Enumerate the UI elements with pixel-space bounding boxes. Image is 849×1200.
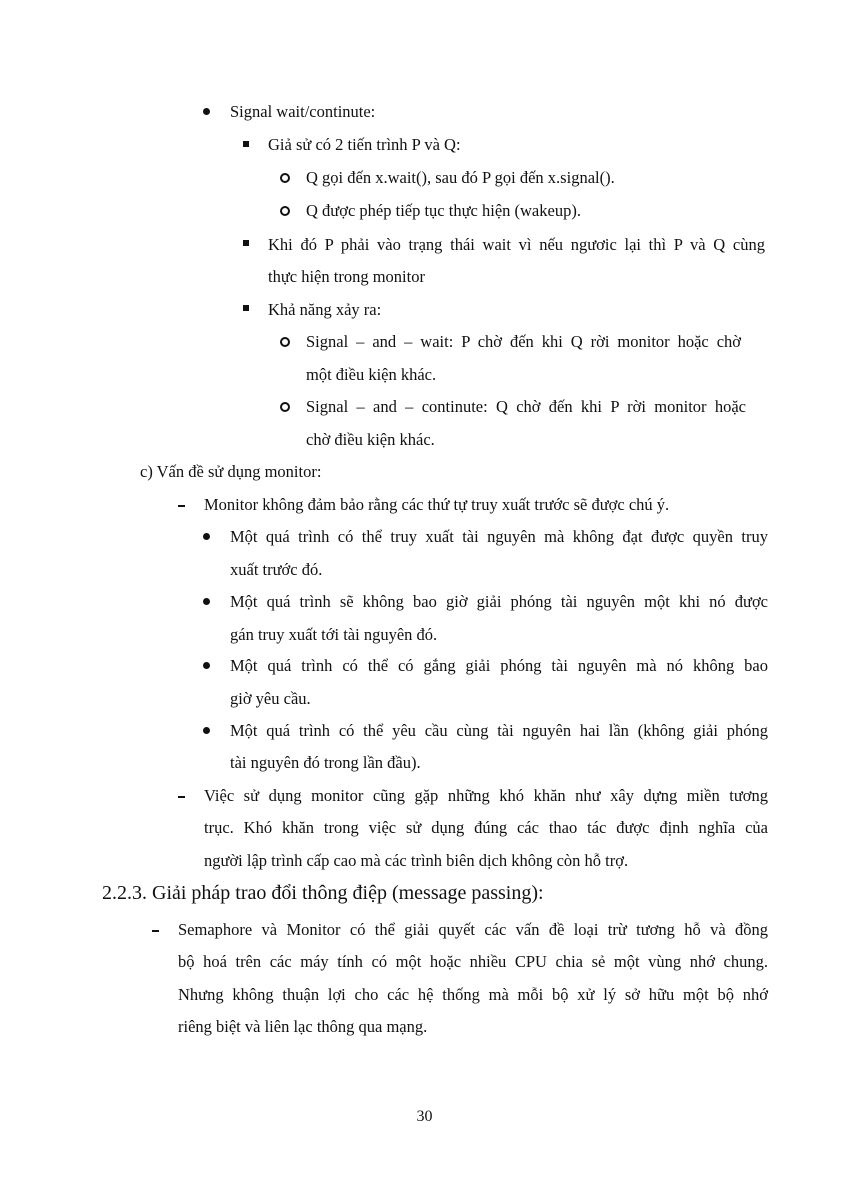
bullet-khong-giai-phong: Một quá trình sẽ không bao giờ giải phóng tài nguyên một khi nó được	[230, 592, 768, 611]
bullet-square-icon	[243, 141, 249, 147]
paragraph-semaphore: Semaphore và Monitor có thể giải quyết các vấn đề loại trừ tương hỗ và đồng	[178, 920, 768, 939]
bullet-signal-and-continute-cont: chờ điều kiện khác.	[306, 430, 435, 449]
bullet-truy-xuat: Một quá trình có thể truy xuất tài nguyên mà không đạt được quyền truy	[230, 527, 768, 546]
dash-marker-icon	[178, 796, 185, 798]
bullet-khong-giai-phong-cont: gán truy xuất tới tài nguyên đó.	[230, 625, 438, 644]
list-item-monitor-khong-dam-bao: Monitor không đảm bảo rằng các thứ tự truy xuất trước sẽ được chú ý.	[204, 495, 670, 514]
bullet-circle-icon	[280, 173, 290, 183]
bullet-dot-icon	[203, 533, 210, 540]
bullet-gia-su: Giả sử có 2 tiến trình P và Q:	[268, 135, 461, 154]
bullet-signal-and-wait: Signal – and – wait: P chờ đến khi Q rời monitor hoặc chờ	[306, 332, 741, 351]
bullet-signal-and-wait-cont: một điều kiện khác.	[306, 365, 437, 384]
paragraph-semaphore-cont2: Nhưng không thuận lợi cho các hệ thống mà mỗi bộ xử lý sở hữu một bộ nhớ	[178, 985, 768, 1004]
bullet-signal-and-continute: Signal – and – continute: Q chờ đến khi P rời monitor hoặc	[306, 397, 746, 416]
bullet-khi-do: Khi đó P phải vào trạng thái wait vì nếu ngươic lại thì P và Q cùng	[268, 235, 765, 254]
bullet-q-goi: Q gọi đến x.wait(), sau đó P gọi đến x.signal().	[306, 168, 615, 187]
bullet-co-gang-cont: giờ yêu cầu.	[230, 689, 311, 708]
bullet-dot-icon	[203, 598, 210, 605]
section-heading-c: c) Vấn đề sử dụng monitor:	[140, 462, 322, 481]
dash-marker-icon	[152, 930, 159, 932]
list-item-viec-su-dung: Việc sử dụng monitor cũng gặp những khó khăn như xây dựng miền tương	[204, 786, 768, 805]
paragraph-semaphore-cont1: bộ hoá trên các máy tính có một hoặc nhiều CPU chia sẻ một vùng nhớ chung.	[178, 952, 768, 971]
list-item-viec-su-dung-cont1: trục. Khó khăn trong việc sử dụng đúng các thao tác được định nghĩa của	[204, 818, 768, 837]
bullet-signal-wait-continute: Signal wait/continute:	[230, 102, 376, 121]
bullet-square-icon	[243, 240, 249, 246]
bullet-dot-icon	[203, 108, 210, 115]
bullet-hai-lan-cont: tài nguyên đó trong lần đầu).	[230, 753, 421, 772]
section-heading-2-2-3: 2.2.3. Giải pháp trao đổi thông điệp (message passing):	[102, 882, 544, 904]
bullet-kha-nang: Khả năng xảy ra:	[268, 300, 382, 319]
bullet-truy-xuat-cont: xuất trước đó.	[230, 560, 323, 579]
list-item-viec-su-dung-cont2: người lập trình cấp cao mà các trình biên dịch không còn hỗ trợ.	[204, 851, 629, 870]
bullet-co-gang: Một quá trình có thể có gắng giải phóng tài nguyên mà nó không bao	[230, 656, 768, 675]
bullet-dot-icon	[203, 727, 210, 734]
dash-marker-icon	[178, 505, 185, 507]
bullet-q-duoc-phep: Q được phép tiếp tục thực hiện (wakeup).	[306, 201, 581, 220]
bullet-dot-icon	[203, 662, 210, 669]
paragraph-semaphore-cont3: riêng biệt và liên lạc thông qua mạng.	[178, 1017, 428, 1036]
page-number: 30	[416, 1108, 433, 1125]
bullet-circle-icon	[280, 402, 290, 412]
bullet-hai-lan: Một quá trình có thể yêu cầu cùng tài nguyên hai lần (không giải phóng	[230, 721, 768, 740]
bullet-khi-do-cont: thực hiện trong monitor	[268, 267, 425, 286]
bullet-square-icon	[243, 305, 249, 311]
bullet-circle-icon	[280, 206, 290, 216]
bullet-circle-icon	[280, 337, 290, 347]
